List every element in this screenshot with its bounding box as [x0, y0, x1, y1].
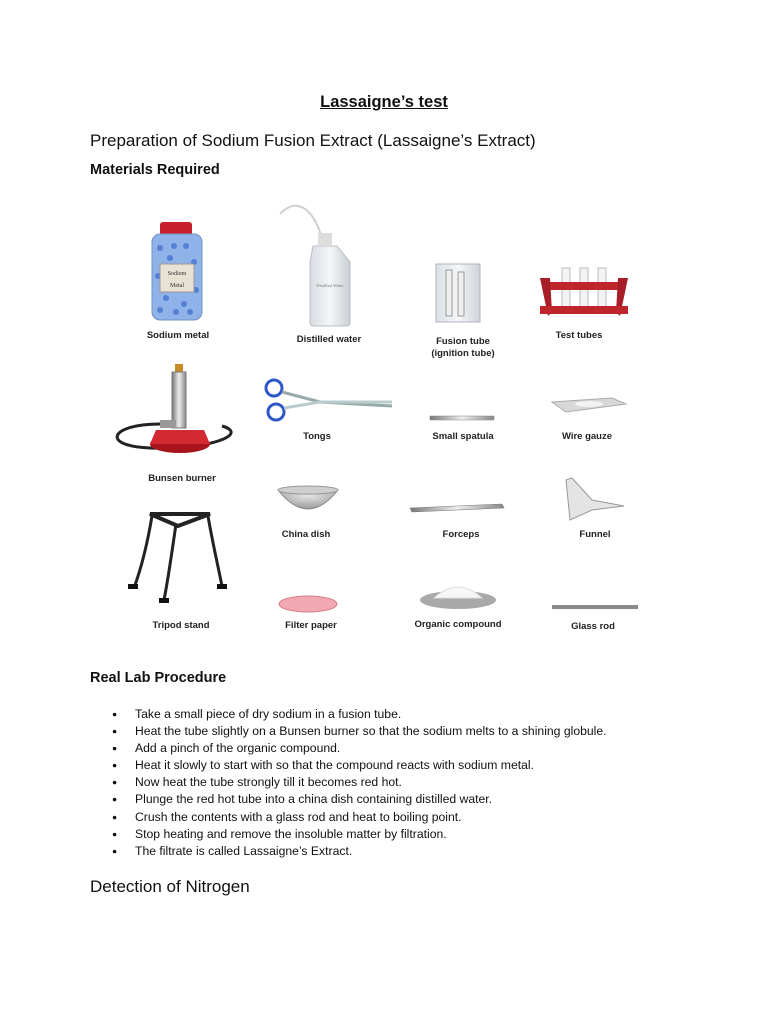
materials-heading: Materials Required [90, 162, 220, 178]
glass-rod-icon [552, 605, 638, 609]
jar-label-top: Sodium [167, 271, 187, 277]
section-heading: Preparation of Sodium Fusion Extract (Lassaigne’s Extract) [90, 131, 536, 150]
bunsen-burner-icon [117, 364, 231, 453]
jar-label-bottom: Metal [170, 283, 184, 289]
caption-tripod-stand: Tripod stand [152, 620, 210, 631]
caption-forceps: Forceps [442, 529, 480, 540]
list-item: ● Stop heating and remove the insoluble matter by filtration. [112, 826, 607, 843]
wire-gauze-icon [552, 398, 626, 412]
nitrogen-heading: Detection of Nitrogen [90, 877, 250, 896]
list-item: ● Now heat the tube strongly till it becomes red hot. [112, 774, 607, 791]
filter-paper-icon [279, 596, 337, 612]
bottle-label: Distilled Water [316, 283, 344, 288]
sodium-jar-icon [152, 222, 202, 320]
caption-fusion-tube: Fusion tube (ignition tube) [431, 336, 495, 359]
procedure-heading: Real Lab Procedure [90, 670, 227, 686]
list-item: ● Crush the contents with a glass rod and heat to boiling point. [112, 809, 607, 826]
caption-tongs: Tongs [303, 431, 331, 442]
caption-funnel: Funnel [579, 529, 611, 540]
list-item: ● The filtrate is called Lassaigne’s Extract. [112, 843, 607, 860]
caption-distilled-water: Distilled water [296, 334, 362, 345]
caption-bunsen-burner: Bunsen burner [148, 473, 216, 484]
caption-wire-gauze: Wire gauze [561, 431, 613, 442]
fusion-tube-icon [436, 264, 480, 322]
caption-glass-rod: Glass rod [571, 621, 615, 632]
tripod-stand-icon [128, 514, 227, 603]
list-item: ● Plunge the red hot tube into a china dish containing distilled water. [112, 791, 607, 808]
tongs-icon [266, 380, 392, 420]
spatula-icon [430, 416, 494, 420]
test-tube-rack-icon [540, 268, 628, 316]
list-item: ● Add a pinch of the organic compound. [112, 740, 607, 757]
list-item: ● Heat it slowly to start with so that the compound reacts with sodium metal. [112, 757, 607, 774]
list-item: ● Heat the tube slightly on a Bunsen burner so that the sodium melts to a shining globule. [112, 723, 607, 740]
document-title: Lassaigne’s test [320, 93, 448, 111]
wash-bottle-icon [280, 206, 350, 326]
caption-test-tubes: Test tubes [555, 330, 603, 341]
caption-filter-paper: Filter paper [285, 620, 337, 631]
caption-organic-compound: Organic compound [414, 619, 502, 630]
procedure-list [112, 706, 607, 860]
funnel-icon [566, 478, 624, 520]
caption-china-dish: China dish [281, 529, 331, 540]
list-item: ● Take a small piece of dry sodium in a fusion tube. [112, 706, 607, 723]
forceps-icon [410, 504, 504, 512]
china-dish-icon [278, 486, 338, 509]
caption-sodium-metal: Sodium metal [146, 330, 210, 341]
organic-compound-icon [420, 587, 496, 609]
caption-small-spatula: Small spatula [432, 431, 494, 442]
